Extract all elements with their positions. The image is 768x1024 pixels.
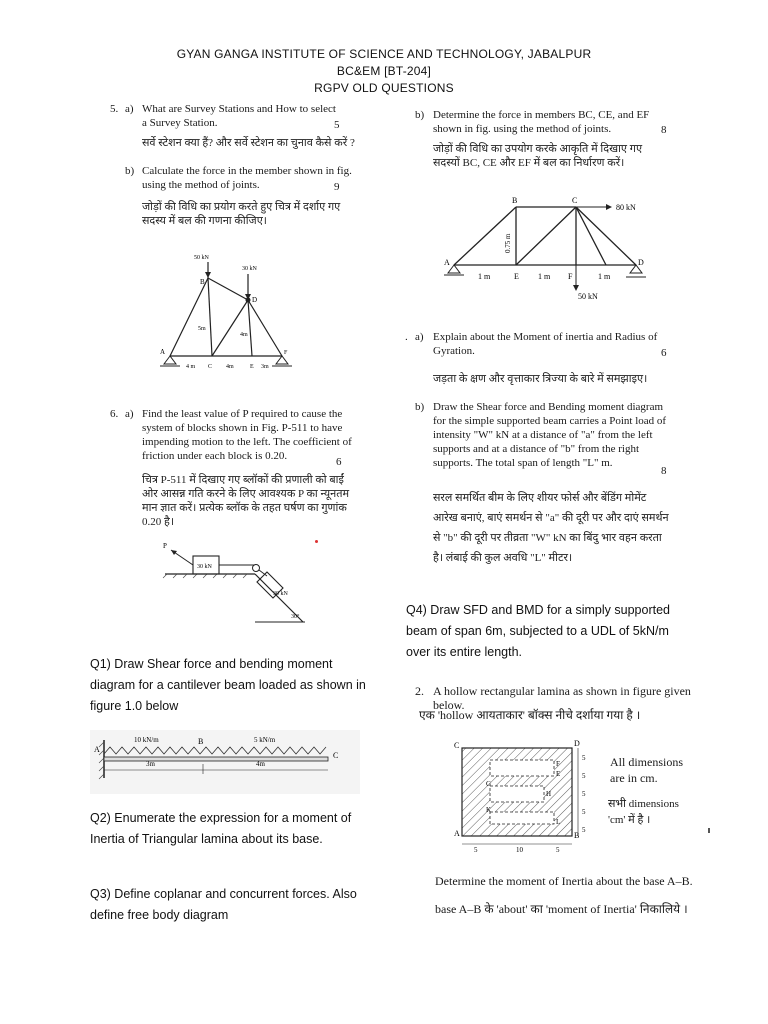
- q5a-text: What are Survey Stations and How to select a Survey Station.: [142, 103, 336, 129]
- fig6-block1: 30 kN: [197, 564, 212, 570]
- fig5-len-4m: 4m: [240, 332, 248, 338]
- lam-v5a: 5: [582, 754, 586, 762]
- q5b-truss-figure: [430, 195, 670, 303]
- fig1-len2: 4m: [256, 760, 265, 768]
- rfig-height: 0.75 m: [504, 233, 512, 253]
- q5-number: 5.: [110, 103, 119, 115]
- red-mark: [315, 540, 318, 543]
- lam-footer-hindi: base A–B के 'about' का 'moment of Inertia' निकालिये ।: [435, 902, 688, 916]
- q7b-hindi: सरल समर्थित बीम के लिए शीयर फोर्स और बेंडिंग मोमेंट आरेख बनाएं, बाएं समर्थन से "a" की दूरी पर और दाएं समर्थन से "b" की दूरी पर तीव्रता "W" kN का बिंदु भार वहन करता है। लंबाई की कुल अवधि "L" मीटर।: [433, 492, 669, 564]
- rfig-s1: 1 m: [478, 272, 491, 281]
- q7a-text: Explain about the Moment of inertia and Radius of Gyration.: [433, 331, 658, 357]
- fig1-label-c: C: [333, 751, 339, 760]
- fig6-p-label: P: [163, 542, 167, 550]
- rfig-label-b: B: [512, 196, 518, 205]
- r-q5b-hindi: जोड़ों की विधि का उपयोग करके आकृति में दिखाए गए सदस्यों BC, CE और EF में बल का निर्धारण करें।: [433, 143, 643, 169]
- lam-note-2: सभी dimensions 'cm' में है ।: [608, 798, 679, 826]
- q2b-number: 2.: [415, 684, 424, 698]
- lam-label-e: E: [556, 770, 561, 778]
- lam-label-h: H: [546, 790, 552, 798]
- doc-subtitle: RGPV OLD QUESTIONS: [314, 81, 454, 95]
- rfig-label-d: D: [638, 258, 644, 267]
- fig5-len-5m: 5m: [198, 326, 206, 332]
- fig1-udl1: 10 kN/m: [134, 736, 159, 744]
- q2b-lamina-figure: [450, 738, 610, 854]
- lam-v5d: 5: [582, 808, 586, 816]
- lam-label-a: A: [454, 829, 460, 838]
- lam-v5e: 5: [582, 826, 586, 834]
- fig1-label-a: A: [94, 745, 100, 754]
- lam-label-f: F: [556, 760, 560, 768]
- q5-truss-figure: [150, 248, 300, 380]
- rfig-s3: 1 m: [598, 272, 611, 281]
- fig6-angle: 30°: [291, 614, 300, 620]
- q5a-hindi: सर्वे स्टेशन क्या हैं? और सर्वे स्टेशन का चुनाव कैसे करें ?: [142, 137, 355, 149]
- q4-text: Q4) Draw SFD and BMD for a simply supported beam of span 6m, subjected to a UDL of 5kN/m over its entire length.: [406, 603, 670, 659]
- fig6-block2: 30 kN: [273, 591, 288, 597]
- lam-h5a: 5: [474, 846, 478, 854]
- lam-note-1: All dimensions are in cm.: [610, 755, 684, 785]
- q6a-hindi: चित्र P-511 में दिखाए गए ब्लॉकों की प्रणाली को बाईं ओर आसन्न गति करने के लिए आवश्यक P का न्यूनतम मान ज्ञात करें। प्रत्येक ब्लॉक के तहत घर्षण का गुणांक 0.20 है।: [142, 474, 350, 528]
- q6a-marks: 6: [336, 456, 342, 468]
- rfig-load-h: 80 kN: [616, 203, 636, 212]
- q5b-marks: 9: [334, 181, 340, 193]
- q2b-hindi: एक 'hollow आयताकार' बॉक्स नीचे दर्शाया गया है ।: [419, 708, 641, 722]
- q5b-text: Calculate the force in the member shown in fig. using the method of joints.: [142, 165, 352, 191]
- r-q5b-label: b): [415, 109, 425, 121]
- fig5-label-f: F: [284, 350, 288, 356]
- fig5-dim2: 4m: [226, 364, 234, 370]
- q7a-hindi: जड़ता के क्षण और वृत्ताकार त्रिज्या के बारे में समझाइए।: [433, 373, 648, 385]
- fig5-label-e: E: [250, 364, 254, 370]
- q5a-label: a): [125, 103, 134, 115]
- fig1-len1: 3m: [146, 760, 155, 768]
- lam-label-g: G: [486, 780, 492, 788]
- q6-blocks-figure: [155, 538, 315, 630]
- fig5-dim1: 4 m: [186, 364, 196, 370]
- lam-v5b: 5: [582, 772, 586, 780]
- rfig-label-c: C: [572, 196, 578, 205]
- rfig-label-e: E: [514, 272, 519, 281]
- lam-label-b: B: [574, 831, 580, 840]
- q7b-marks: 8: [661, 465, 667, 477]
- q5b-label: b): [125, 165, 135, 177]
- lam-footer: Determine the moment of Inertia about the base A–B.: [435, 874, 693, 888]
- fig5-label-c: C: [208, 364, 213, 370]
- fig5-load1: 50 kN: [194, 255, 209, 261]
- q6-number: 6.: [110, 408, 119, 420]
- q2b-text: A hollow rectangular lamina as shown in figure given below.: [433, 684, 691, 712]
- fig5-load2: 30 kN: [242, 266, 257, 272]
- lam-label-c: C: [454, 741, 460, 750]
- course-code: BC&EM [BT-204]: [336, 64, 432, 78]
- q5a-marks: 5: [334, 119, 340, 131]
- r-q5b-text: Determine the force in members BC, CE, and EF shown in fig. using the method of joints.: [433, 109, 650, 135]
- q7-number: .: [405, 331, 408, 343]
- lam-h10: 10: [516, 846, 523, 854]
- lam-label-k: K: [486, 806, 492, 814]
- fig1-udl2: 5 kN/m: [254, 736, 276, 744]
- rfig-s2: 1 m: [538, 272, 551, 281]
- q5b-hindi: जोड़ों की विधि का प्रयोग करते हुए चित्र में दर्शाए गए सदस्य में बल की गणना कीजिए।: [142, 201, 341, 227]
- q1-text: Q1) Draw Shear force and bending moment diagram for a cantilever beam loaded as shown in figure 1.0 below: [90, 657, 366, 713]
- margin-mark: [708, 828, 710, 833]
- lam-label-l: L: [556, 818, 561, 826]
- q7b-label: b): [415, 401, 425, 413]
- fig5-dim3: 3m: [261, 364, 269, 370]
- q2-text: Q2) Enumerate the expression for a moment of Inertia of Triangular lamina about its base.: [90, 811, 352, 846]
- fig1-label-b: B: [198, 737, 204, 746]
- q6a-text: Find the least value of P required to cause the system of blocks shown in Fig. P-511 to have impending motion to the left. The coefficient of friction under each block is 0.20.: [142, 408, 352, 462]
- lam-h5b: 5: [556, 846, 560, 854]
- q7b-text: Draw the Shear force and Bending moment diagram for the simple supported beam carries a Point load of intensity "W" kN at a distance of "a" from the left supports and at a distance of "b" from the right supports. The total span of length "L" m.: [433, 401, 667, 469]
- fig5-label-a: A: [160, 348, 166, 356]
- r-q5b-marks: 8: [661, 124, 667, 136]
- lam-label-d: D: [574, 739, 580, 748]
- rfig-label-a: A: [444, 258, 450, 267]
- lam-v5c: 5: [582, 790, 586, 798]
- rfig-load-v: 50 kN: [578, 292, 598, 301]
- q7a-label: a): [415, 331, 424, 343]
- rfig-label-f: F: [568, 272, 573, 281]
- institute-title: GYAN GANGA INSTITUTE OF SCIENCE AND TECHNOLOGY, JABALPUR: [176, 47, 592, 61]
- q7a-marks: 6: [661, 347, 667, 359]
- fig5-label-d: D: [252, 296, 258, 304]
- fig5-label-b: B: [200, 278, 205, 286]
- q1-cantilever-figure: [90, 730, 360, 794]
- q3-text: Q3) Define coplanar and concurrent forces. Also define free body diagram: [90, 887, 357, 922]
- q6a-label: a): [125, 408, 134, 420]
